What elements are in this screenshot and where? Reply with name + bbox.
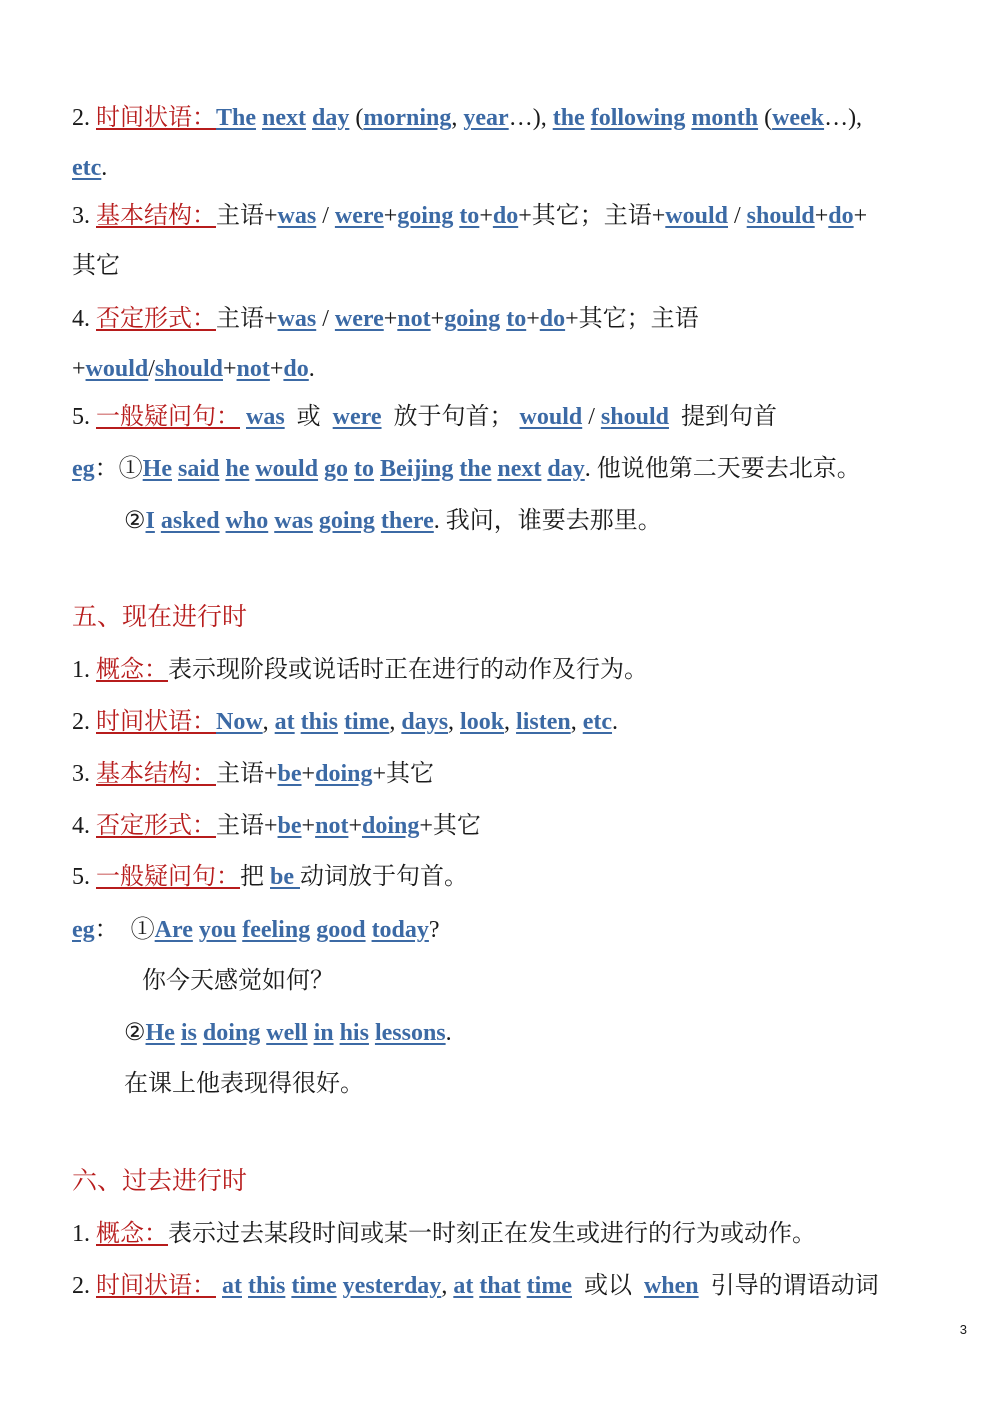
sec5-example-1: eg： ①Are you feeling good today? <box>72 917 440 943</box>
page-number: 3 <box>959 1322 967 1337</box>
sec5-example-2-translation: 在课上他表现得很好。 <box>124 1071 364 1097</box>
sec5-example-2: ②He is doing well in his lessons. <box>124 1020 452 1046</box>
sec6-time-adverbial: 2. 时间状语： at this time yesterday, at that time 或以 when 引导的谓语动词 <box>72 1273 879 1299</box>
sec4-example-1: eg：①He said he would go to Beijing the next day. 他说他第二天要去北京。 <box>72 456 861 482</box>
section-title-present-continuous: 五、现在进行时 <box>72 604 248 631</box>
sec4-example-2: ②I asked who was going there. 我问，谁要去那里。 <box>124 508 662 534</box>
sec4-structure: 3. 基本结构：主语+was / were+going to+do+其它；主语+would / should+do+ <box>72 203 868 229</box>
sec4-negative: 4. 否定形式：主语+was / were+not+going to+do+其它；主语 <box>72 306 699 332</box>
sec4-negative-cont: +would/should+not+do. <box>72 356 315 382</box>
sec5-concept: 1. 概念：表示现阶段或说话时正在进行的动作及行为。 <box>72 657 648 683</box>
sec4-time-adverbial-cont: etc. <box>72 155 108 181</box>
sec5-negative: 4. 否定形式：主语+be+not+doing+其它 <box>72 813 481 839</box>
sec4-question: 5. 一般疑问句： was 或 were 放于句首； would / should 提到句首 <box>72 404 777 430</box>
sec4-time-adverbial: 2. 时间状语：The next day (morning, year…), the following month (week…), <box>72 105 863 131</box>
sec5-example-1-translation: 你今天感觉如何？ <box>142 968 334 994</box>
label: 时间状语： <box>96 105 216 131</box>
sec5-structure: 3. 基本结构：主语+be+doing+其它 <box>72 761 435 787</box>
sec4-structure-cont: 其它 <box>72 253 120 279</box>
sec5-time-adverbial: 2. 时间状语：Now, at this time, days, look, listen, etc. <box>72 709 619 735</box>
sec6-concept: 1. 概念：表示过去某段时间或某一时刻正在发生或进行的行为或动作。 <box>72 1221 816 1247</box>
sec5-question: 5. 一般疑问句：把 be 动词放于句首。 <box>72 864 468 890</box>
section-title-past-continuous: 六、过去进行时 <box>72 1168 248 1195</box>
